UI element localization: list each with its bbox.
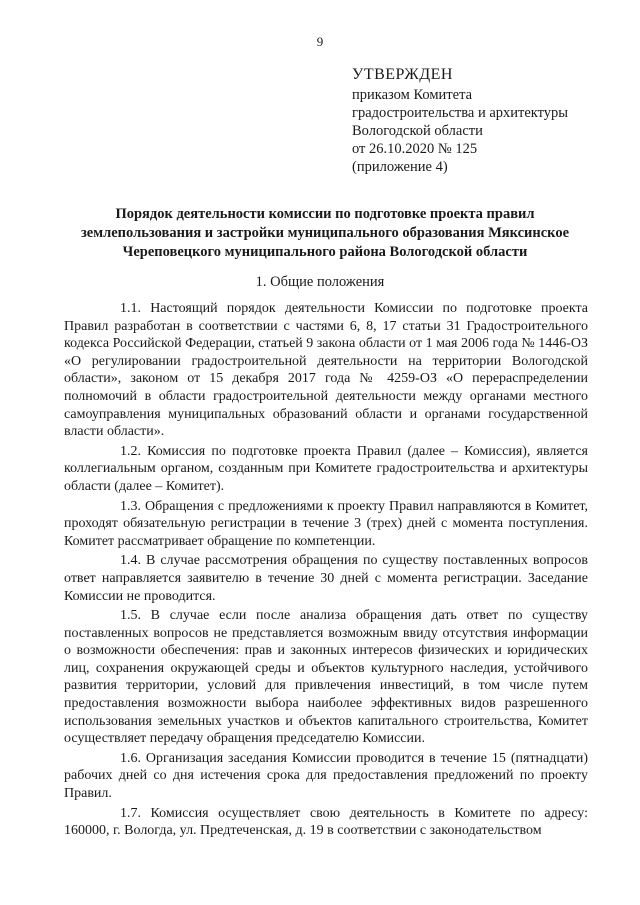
approval-line: (приложение 4)	[352, 159, 448, 175]
title-line: Череповецкого муниципального района Вологодской области	[122, 244, 528, 260]
paragraph-1-7: 1.7. Комиссия осуществляет свою деятельность в Комитете по адресу: 160000, г. Вологда, ул. Предтеченская, д. 19 в соответствии с законодательством	[64, 805, 588, 839]
title-line: Порядок деятельности комиссии по подготовке проекта правил	[115, 206, 535, 222]
approval-line: от 26.10.2020 № 125	[352, 141, 478, 157]
paragraph-1-5: 1.5. В случае если после анализа обращения дать ответ по существу поставленных вопросов не представляется возможным ввиду отсутствия информации о возможности обеспечения: прав и законных интересов физических и юридических лиц, сохранения окружающей среды и объектов культурного наследия, устойчивого развития территории, условий для привлечения инвестиций, в том числе путем предоставления возможности выбора наиболее эффективных видов разрешенного использования земельных участков и объектов капитального строительства, Комитет осуществляет передачу обращения председателю Комиссии.	[64, 608, 588, 747]
paragraph-1-1: 1.1. Настоящий порядок деятельности Комиссии по подготовке проекта Правил разработан в соответствии с частями 6, 8, 17 статьи 31 Градостроительного кодекса Российской Федерации, статьей 9 закона области от 1 мая 2006 года № 1446-ОЗ «О регулировании градостроительной деятельности на территории Вологодской области», законом от 15 декабря 2017 года № 4259-ОЗ «О перераспределении полномочий в области градостроительной деятельности между органами местного самоуправления муниципальных образований области и органами государственной власти области».	[64, 301, 588, 440]
paragraph-1-4: 1.4. В случае рассмотрения обращения по существу поставленных вопросов ответ направляется заявителю в течение 30 дней с момента регистрации. Заседание Комиссии не проводится.	[64, 553, 588, 604]
approval-line: Вологодской области	[352, 123, 483, 139]
title-line: землепользования и застройки муниципального образования Мяксинское	[80, 225, 570, 241]
approval-line: градостроительства и архитектуры	[352, 105, 569, 121]
page-number: 9	[316, 34, 324, 49]
section-heading: 1. Общие положения	[255, 274, 385, 290]
approval-line: приказом Комитета	[352, 87, 473, 103]
document-body	[64, 300, 588, 840]
paragraph-1-2: 1.2. Комиссия по подготовке проекта Правил (далее – Комиссия), является коллегиальным органом, созданным при Комитете градостроительства и архитектуры области (далее – Комитет).	[64, 443, 588, 494]
approval-block	[352, 66, 568, 176]
document-title	[60, 205, 590, 262]
paragraph-1-3: 1.3. Обращения с предложениями к проекту Правил направляются в Комитет, проходят обязательную регистрации в течение 3 (трех) дней с момента поступления. Комитет рассматривает обращение по компетенции.	[64, 498, 588, 549]
approval-heading: УТВЕРЖДЕН	[352, 66, 453, 83]
paragraph-1-6: 1.6. Организация заседания Комиссии проводится в течение 15 (пятнадцати) рабочих дней со дня истечения срока для предоставления предложений по проекту Правил.	[64, 750, 588, 802]
